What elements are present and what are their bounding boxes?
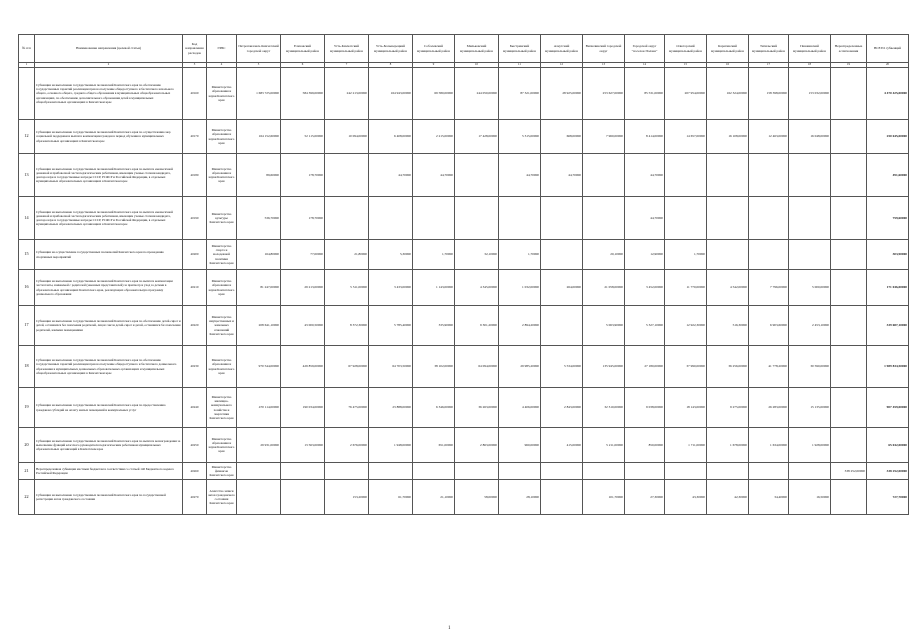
column-number: 18 [789, 63, 831, 68]
row-value: 178,70000 [281, 154, 325, 197]
row-value [749, 240, 789, 270]
column-number: 6 [281, 63, 325, 68]
row-value: 253 627,00000 [583, 68, 625, 120]
row-value: 415,00000 [541, 428, 583, 463]
row-grbs: Министерство финансов Камчатского края [207, 463, 237, 480]
table-row [19, 68, 909, 120]
row-value: 5 000,00000 [789, 270, 831, 306]
row-value [369, 463, 413, 480]
column-header: Мильковский муниципальный район [455, 35, 499, 63]
row-value: 651,00000 [413, 428, 455, 463]
row-value: 1 143,00000 [413, 270, 455, 306]
row-value: 29 985,20000 [499, 346, 541, 388]
row-value [831, 270, 867, 306]
row-code: 40180 [183, 154, 207, 197]
column-header: Олюторский муниципальный район [665, 35, 707, 63]
row-value: 1,70000 [665, 240, 707, 270]
row-value: 2 894,20000 [499, 306, 541, 346]
row-number: 18 [19, 346, 35, 388]
row-number: 12 [19, 120, 35, 154]
row-value: 41 778,20000 [749, 346, 789, 388]
row-value [831, 68, 867, 120]
row-value: 4 542,00000 [707, 270, 749, 306]
row-value: 2 676,00000 [325, 428, 369, 463]
row-name: Субвенции на выполнение государственных полномочий Камчатского края по обеспечению государственных гарантий реализации прав на получение общедоступного и бесплатного начального общего, основного общего, среднего общего образования в муниципальных общеобразовательных организациях, по обеспечению дополнительного образования детей в муниципальных общеобразовательных организациях в Камчатском крае [35, 68, 183, 120]
row-value [749, 463, 789, 480]
row-total: 339 687,10000 [867, 306, 909, 346]
subventions-table [18, 34, 909, 515]
row-value: 32,10000 [455, 240, 499, 270]
row-value: 1,70000 [413, 240, 455, 270]
row-number: 21 [19, 463, 35, 480]
row-value [749, 197, 789, 240]
column-number: 17 [749, 63, 789, 68]
row-value: 8 414,00000 [625, 120, 665, 154]
column-number: 14 [625, 63, 665, 68]
row-value: 61,70000 [369, 480, 413, 515]
row-value [455, 197, 499, 240]
row-value: 76 475,00000 [325, 388, 369, 428]
row-value: 9 275,00000 [707, 388, 749, 428]
row-value: 44,70000 [499, 154, 541, 197]
row-number: 20 [19, 428, 35, 463]
column-header: Карагинский муниципальный район [707, 35, 749, 63]
column-header: Усть-Камчатский муниципальный район [325, 35, 369, 63]
row-value [237, 463, 281, 480]
column-number: 3 [183, 63, 207, 68]
row-name: Субвенции на выполнение государственных полномочий Камчатского края по выплате ежемесячной денежной и прибавочной части педагогическим работникам, имеющим ученые степени кандидата, доктора наук и государственные награды СССР, РСФСР и Российской Федерации, в отдельных муниципальных образовательных организациях в Камчатском крае [35, 154, 183, 197]
row-value: 21,80000 [325, 240, 369, 270]
row-value: 6 408,00000 [369, 120, 413, 154]
column-number: 7 [325, 63, 369, 68]
row-value [237, 480, 281, 515]
row-grbs: Министерство образования и науки Камчатского края [207, 154, 237, 197]
row-total: 4 470 425,00000 [867, 68, 909, 120]
row-total: 303,90000 [867, 240, 909, 270]
row-value: 244 050,00000 [455, 68, 499, 120]
row-value [665, 197, 707, 240]
row-number: 22 [19, 480, 35, 515]
row-value: 64 703,50000 [369, 346, 413, 388]
column-number: 15 [665, 63, 707, 68]
column-number: 11 [499, 63, 541, 68]
column-header: Нераспределенные ассигнования [831, 35, 867, 63]
row-number: 15 [19, 240, 35, 270]
row-value [583, 463, 625, 480]
row-value: 960,00000 [499, 428, 541, 463]
row-value: 28,10000 [499, 480, 541, 515]
row-value: 12 463,00000 [749, 120, 789, 154]
row-total: 338 252,00000 [867, 463, 909, 480]
row-value [541, 240, 583, 270]
row-value: 9 301,20000 [455, 306, 499, 346]
row-value: 43 000,50000 [281, 306, 325, 346]
row-value: 6 346,00000 [413, 388, 455, 428]
row-value: 164 152,60000 [237, 120, 281, 154]
row-name: Субвенции на выполнение государственных полномочий Камчатского края по выплате вознаграждения за выполнение функций классного руководителя педагогическим работникам муниципальных образовательных организаций в Камчатском крае [35, 428, 183, 463]
row-value: 21 058,00000 [583, 270, 625, 306]
row-grbs: Министерство жилищно-коммунального хозяйства и энергетики Камчатского края [207, 388, 237, 428]
row-value [831, 197, 867, 240]
row-value: 6 903,60000 [749, 306, 789, 346]
row-value: 12,90000 [625, 240, 665, 270]
row-value: 9 038,00000 [625, 388, 665, 428]
row-value: 20,10000 [583, 240, 625, 270]
row-value [831, 346, 867, 388]
row-value: 5 327,10000 [625, 306, 665, 346]
table-row [19, 346, 909, 388]
row-value: 2 453,10000 [789, 306, 831, 346]
row-value: 29 213,00000 [281, 270, 325, 306]
row-grbs: Министерство образования и науки Камчатского края [207, 270, 237, 306]
row-value: 970 544,00000 [237, 346, 281, 388]
row-value [541, 306, 583, 346]
row-value: 58,00000 [455, 480, 499, 515]
row-name: Нераспределенная субвенция местным бюджетам в соответствии со статьей 140 Бюджетного кодекса Российской Федерации [35, 463, 183, 480]
table-body [19, 68, 909, 515]
row-total: 907 459,00000 [867, 388, 909, 428]
row-code: 40160 [183, 68, 207, 120]
row-number: 17 [19, 306, 35, 346]
row-value: 30 590,00000 [789, 346, 831, 388]
row-value: 208 641,10000 [237, 306, 281, 346]
row-value: 584 399,00000 [281, 68, 325, 120]
row-value: 44,70000 [625, 154, 665, 197]
row-value: 77,00000 [281, 240, 325, 270]
row-value: 5 063,90000 [583, 306, 625, 346]
row-code: 40190 [183, 197, 207, 240]
row-value: 26 283,00000 [749, 388, 789, 428]
row-grbs: Министерство образования и науки Камчатского края [207, 428, 237, 463]
column-number: 19 [831, 63, 867, 68]
table-row [19, 480, 909, 515]
row-grbs: Агентство записи актов гражданского состояния Камчатского края [207, 480, 237, 515]
row-value: 5 311,00000 [325, 270, 369, 306]
row-value: 7 796,00000 [749, 270, 789, 306]
table-row [19, 120, 909, 154]
row-value: 42,30000 [707, 480, 749, 515]
row-value [369, 197, 413, 240]
row-value: 21,10000 [413, 480, 455, 515]
row-value: 43,30000 [665, 480, 707, 515]
row-value [831, 120, 867, 154]
table-row [19, 240, 909, 270]
row-value: 516,30000 [707, 306, 749, 346]
row-value [707, 463, 749, 480]
row-value: 470 114,00000 [237, 388, 281, 428]
row-number: 19 [19, 388, 35, 428]
row-name: Субвенции на осуществление государственных полномочий Камчатского края по проведению спортивных мероприятий [35, 240, 183, 270]
row-value [789, 240, 831, 270]
column-number: 16 [707, 63, 749, 68]
row-value: 11 770,00000 [665, 270, 707, 306]
row-grbs: Министерство образования и науки Камчатского края [207, 120, 237, 154]
column-header: № п/п [19, 35, 35, 63]
row-value: 2 215,00000 [413, 120, 455, 154]
row-value: 1 948,00000 [369, 428, 413, 463]
row-value: 4 406,00000 [499, 388, 541, 428]
row-value: 335,90000 [413, 306, 455, 346]
row-value: 27 180,00000 [625, 346, 665, 388]
row-value: 37 990,00000 [665, 346, 707, 388]
row-value: 153 032,00000 [789, 68, 831, 120]
row-name: Субвенции на выполнение государственных полномочий Камчатского края по государственной регистрации актов гражданского состояния [35, 480, 183, 515]
row-value: 10 094,00000 [325, 120, 369, 154]
row-value: 1 032,00000 [499, 270, 541, 306]
column-header: Тигильский муниципальный район [749, 35, 789, 63]
row-value: 27,30000 [625, 480, 665, 515]
row-value: 16 048,00000 [789, 120, 831, 154]
row-value [707, 197, 749, 240]
column-number: 20 [867, 63, 909, 68]
row-value: 4 345,00000 [455, 270, 499, 306]
row-grbs: Министерство образования и науки Камчатского края [207, 346, 237, 388]
column-header: Код направления расходов [183, 35, 207, 63]
page-number: 1 [448, 626, 451, 631]
row-value: 164,80000 [237, 240, 281, 270]
row-value: 5,30000 [369, 240, 413, 270]
row-value: 1 711,00000 [665, 428, 707, 463]
row-name: Субвенции на выполнение государственных полномочий Камчатского края по обеспечению детей-сирот и детей, оставшихся без попечения родителей, лиц из числа детей-сирот и детей, оставшихся без попечения родителей, жилыми помещениями [35, 306, 183, 346]
row-value: 162 324,00000 [707, 68, 749, 120]
table-row [19, 388, 909, 428]
row-value: 36 263,00000 [455, 388, 499, 428]
row-value [789, 463, 831, 480]
row-number: 13 [19, 154, 35, 197]
row-value: 13 563,00000 [281, 428, 325, 463]
row-value: 207 954,00000 [665, 68, 707, 120]
row-value [541, 480, 583, 515]
column-header: Наименование направления (целевой статьи) [35, 35, 183, 63]
row-value: 87 321,00000 [499, 68, 541, 120]
row-value [541, 463, 583, 480]
row-value: 34,40000 [749, 480, 789, 515]
table-row [19, 428, 909, 463]
row-value [281, 463, 325, 480]
row-value: 36 256,00000 [707, 346, 749, 388]
row-value: 429 859,00000 [281, 346, 325, 388]
column-header: Вилючинский городской округ [583, 35, 625, 63]
row-value [831, 480, 867, 515]
table-row [19, 306, 909, 346]
row-total: 1 989 834,50000 [867, 346, 909, 388]
table-header-row [19, 35, 909, 63]
row-value [831, 388, 867, 428]
row-value: 67 928,00000 [325, 346, 369, 388]
row-name: Субвенции на выполнение государственных полномочий Камчатского края по выплате ежемесячной денежной и прибавочной части педагогическим работникам, имеющим ученые степени кандидата, доктора наук и государственные награды СССР, РСФСР и Российской Федерации, в отдельных муниципальных образовательных организациях в Камчатском крае [35, 197, 183, 240]
row-code: 40170 [183, 120, 207, 154]
row-name: Субвенции на выполнение государственных полномочий Камчатского края по выплате компенсации части платы, взимаемой с родителей (законных представителей) за присмотр и уход за детьми в образовательных организациях Камчатского края, реализующих образовательную программу дошкольного образования [35, 270, 183, 306]
row-name: Субвенции на выполнение государственных полномочий Камчатского края по обеспечению государственных гарантий реализации прав на получение общедоступного и бесплатного дошкольного образования в муниципальных дошкольных образовательных организациях и муниципальных общеобразовательных организациях в Камчатском крае [35, 346, 183, 388]
row-value: 64 094,00000 [455, 346, 499, 388]
column-number: 5 [237, 63, 281, 68]
row-value [583, 197, 625, 240]
row-value: 101,70000 [583, 480, 625, 515]
row-value: 18 143,00000 [665, 388, 707, 428]
row-total: 250 645,00000 [867, 120, 909, 154]
table-row [19, 154, 909, 197]
row-value: 158 398,00000 [749, 68, 789, 120]
row-value: 8 372,30000 [325, 306, 369, 346]
column-number: 1 [19, 63, 35, 68]
row-value: 17 428,00000 [455, 120, 499, 154]
row-value [499, 197, 541, 240]
column-header: ГРБС [207, 35, 237, 63]
row-value [455, 154, 499, 197]
row-value: 89,60000 [237, 154, 281, 197]
row-value: 44,70000 [413, 154, 455, 197]
row-code: 40220 [183, 306, 207, 346]
row-value: 44,70000 [541, 154, 583, 197]
row-value [665, 463, 707, 480]
row-value: 178,70000 [281, 197, 325, 240]
row-value: 28 925,00000 [541, 68, 583, 120]
row-value: 85 531,00000 [625, 68, 665, 120]
row-value [707, 154, 749, 197]
row-value: 7 960,00000 [583, 120, 625, 154]
row-value: 668,00000 [541, 120, 583, 154]
row-value: 2 843,00000 [541, 388, 583, 428]
row-total: 171 046,00000 [867, 270, 909, 306]
column-number: 4 [207, 63, 237, 68]
row-value [455, 463, 499, 480]
row-value: 16 108,00000 [707, 120, 749, 154]
row-value: 16,50000 [789, 480, 831, 515]
row-value: 5 315,00000 [499, 120, 541, 154]
row-value [707, 240, 749, 270]
row-value: 23 888,00000 [369, 388, 413, 428]
row-code: 40250 [183, 428, 207, 463]
row-value: 242 213,00000 [325, 68, 369, 120]
row-value: 536,70000 [237, 197, 281, 240]
column-number: 9 [413, 63, 455, 68]
row-value: 1 634,00000 [749, 428, 789, 463]
row-value: 5 785,40000 [369, 306, 413, 346]
row-value [325, 197, 369, 240]
column-header: Быстринский муниципальный район [499, 35, 541, 63]
row-number: 16 [19, 270, 35, 306]
column-number: 8 [369, 63, 413, 68]
row-value: 190 034,00000 [281, 388, 325, 428]
row-value: 2 863,00000 [455, 428, 499, 463]
row-value: 1 928,00000 [789, 428, 831, 463]
row-value [831, 240, 867, 270]
row-grbs: Министерство имущественных и земельных отношений Камчатского края [207, 306, 237, 346]
row-value: 1 683 725,00000 [237, 68, 281, 120]
table-row [19, 197, 909, 240]
row-value: 32 310,00000 [583, 388, 625, 428]
column-header: Алеутский муниципальный район [541, 35, 583, 63]
row-value [413, 197, 455, 240]
table-row [19, 463, 909, 480]
row-value: 5 534,00000 [541, 346, 583, 388]
row-value [541, 197, 583, 240]
row-grbs: Министерство спорта и молодежной политики Камчатского края [207, 240, 237, 270]
row-number: 14 [19, 197, 35, 240]
table-row [19, 270, 909, 306]
row-value [749, 154, 789, 197]
row-value [789, 154, 831, 197]
row-value: 81 247,00000 [237, 270, 281, 306]
row-code: 40230 [183, 346, 207, 388]
column-header: Усть-Большерецкий муниципальный район [369, 35, 413, 63]
row-value [325, 154, 369, 197]
row-value: 15 135,00000 [789, 388, 831, 428]
row-total: 759,60000 [867, 197, 909, 240]
row-total: 491,60000 [867, 154, 909, 197]
column-header: Елизовский муниципальный район [281, 35, 325, 63]
row-value: 29 931,00000 [237, 428, 281, 463]
row-name: Субвенции на выполнение государственных полномочий Камчатского края по осуществлению мер социальной поддержки и выплате компенсации граждан в период обучения в муниципальных образовательных организациях в Камчатском крае [35, 120, 183, 154]
row-value: 850,00000 [625, 428, 665, 463]
row-value [499, 463, 541, 480]
row-value [625, 463, 665, 480]
row-name: Субвенции на выполнение государственных полномочий Камчатского края по предоставлению гражданам субсидий на оплату жилых помещений и коммунальных услуг [35, 388, 183, 428]
row-value [413, 463, 455, 480]
row-value [583, 154, 625, 197]
row-value [831, 306, 867, 346]
row-total: 65 042,00000 [867, 428, 909, 463]
row-value: 3 452,00000 [625, 270, 665, 306]
column-header: Пенжинский муниципальный район [789, 35, 831, 63]
row-number [19, 68, 35, 120]
row-code: 40210 [183, 270, 207, 306]
row-grbs: Министерство культуры Камчатского края [207, 197, 237, 240]
row-value: 338 252,00000 [831, 463, 867, 480]
row-value: 153,20000 [325, 480, 369, 515]
row-value: 12 922,30000 [665, 306, 707, 346]
row-grbs: Министерство образования и науки Камчатского края [207, 68, 237, 120]
row-value: 1 678,00000 [707, 428, 749, 463]
row-value: 14 657,00000 [665, 120, 707, 154]
column-number: 2 [35, 63, 183, 68]
column-number: 10 [455, 63, 499, 68]
row-value [665, 154, 707, 197]
row-code: 40270 [183, 480, 207, 515]
column-header: Соболевский муниципальный район [413, 35, 455, 63]
row-value: 3 433,00000 [369, 270, 413, 306]
row-code: 40260 [183, 463, 207, 480]
column-header: Петропавловск-Камчатский городской округ [237, 35, 281, 63]
column-header: ВСЕГО субвенций [867, 35, 909, 63]
row-total: 727,70000 [867, 480, 909, 515]
row-value: 69 580,00000 [413, 68, 455, 120]
row-value: 135 945,00000 [583, 346, 625, 388]
row-value [831, 154, 867, 197]
row-value [325, 463, 369, 480]
column-number: 12 [541, 63, 583, 68]
row-code: 40200 [183, 240, 207, 270]
row-value: 1,70000 [499, 240, 541, 270]
row-value: 164 943,00000 [369, 68, 413, 120]
row-value: 264,00000 [541, 270, 583, 306]
row-value: 52 115,00000 [281, 120, 325, 154]
row-value [281, 480, 325, 515]
row-value: 38 102,00000 [413, 346, 455, 388]
column-number: 13 [583, 63, 625, 68]
row-value: 5 211,00000 [583, 428, 625, 463]
row-value [831, 428, 867, 463]
row-value [789, 197, 831, 240]
row-code: 40240 [183, 388, 207, 428]
row-value: 44,70000 [369, 154, 413, 197]
column-header: Городской округ "поселок Палана" [625, 35, 665, 63]
row-value: 44,70000 [625, 197, 665, 240]
